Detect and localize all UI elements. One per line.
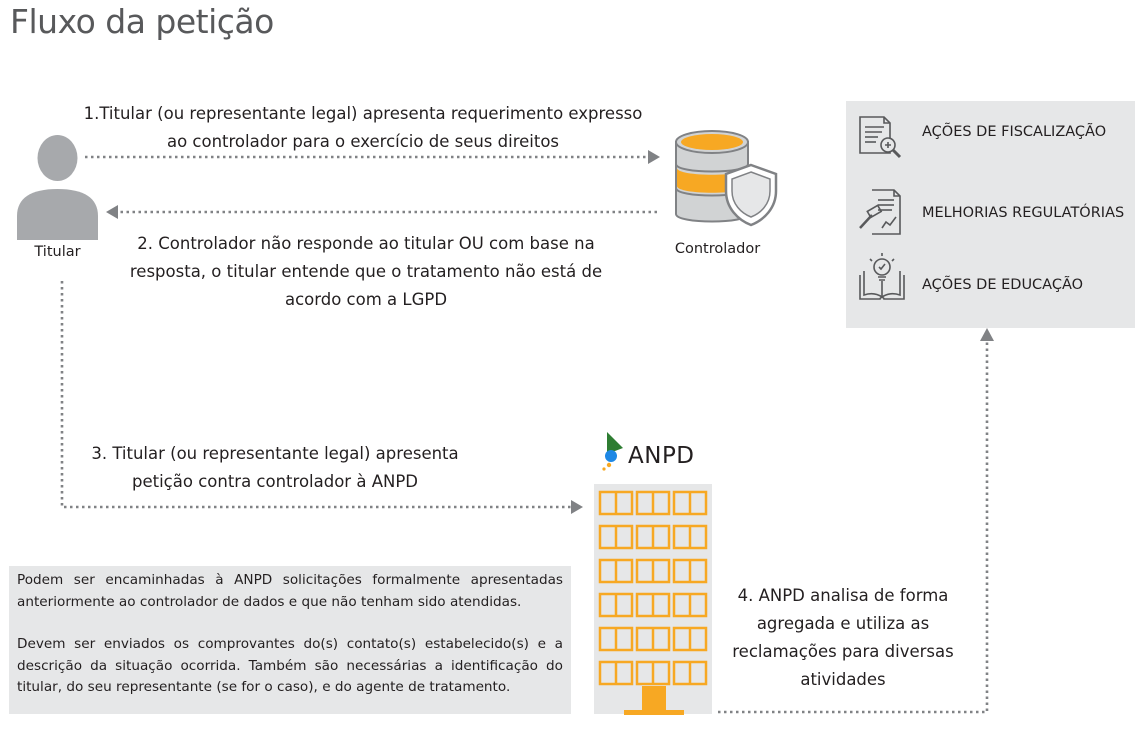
inspection-document-icon <box>856 113 904 161</box>
controlador-label: Controlador <box>674 241 761 257</box>
database-shield-icon <box>672 128 782 238</box>
step2-line: resposta, o titular entende que o tratamento não está de <box>129 262 603 281</box>
step4-line: 4. ANPD analisa de forma <box>737 586 949 605</box>
step2-text <box>106 230 626 314</box>
education-book-icon <box>856 251 908 303</box>
step3-text <box>70 440 480 496</box>
regulation-gavel-icon <box>856 186 904 238</box>
step4-line: reclamações para diversas <box>732 642 954 661</box>
step2-line: 2. Controlador não responde ao titular OU com base na <box>137 234 595 253</box>
anpd-logo-text: ANPD <box>628 443 695 469</box>
activity-label: MELHORIAS REGULATÓRIAS <box>922 205 1125 221</box>
anpd-logo-icon <box>601 432 631 472</box>
step1-text <box>60 100 666 156</box>
step4-text <box>718 582 968 694</box>
activity-label: AÇÕES DE FISCALIZAÇÃO <box>922 124 1107 140</box>
info-paragraph: Podem ser encaminhadas à ANPD solicitações formalmente apresentadas anteriormente ao controlador de dados e que não tenham sido atendidas. <box>17 572 563 610</box>
step3-line: 3. Titular (ou representante legal) apresenta <box>91 444 459 463</box>
step4-line: agregada e utiliza as <box>756 614 930 633</box>
activities-panel <box>846 101 1135 328</box>
arrowhead-step2 <box>106 205 118 219</box>
step3-line: petição contra controlador à ANPD <box>132 472 418 491</box>
step1-line: 1.Titular (ou representante legal) apresenta requerimento expresso <box>83 104 643 123</box>
arrowhead-step3 <box>571 500 583 514</box>
activity-label: AÇÕES DE EDUCAÇÃO <box>922 277 1084 293</box>
info-paragraph: Devem ser enviados os comprovantes do(s) contato(s) estabelecido(s) e a descrição da situação ocorrida. Também são necessárias a identificação do titular, do seu representante (se for o caso), e do agente de tratamento. <box>17 636 563 695</box>
page-title: Fluxo da petição <box>10 2 274 41</box>
info-box <box>9 566 571 714</box>
step1-line: ao controlador para o exercício de seus direitos <box>166 132 560 151</box>
titular-label: Titular <box>34 244 81 260</box>
step2-line: acordo com a LGPD <box>284 290 448 309</box>
building-icon <box>594 484 712 716</box>
step4-line: atividades <box>800 670 886 689</box>
arrowhead-step4 <box>980 328 994 341</box>
